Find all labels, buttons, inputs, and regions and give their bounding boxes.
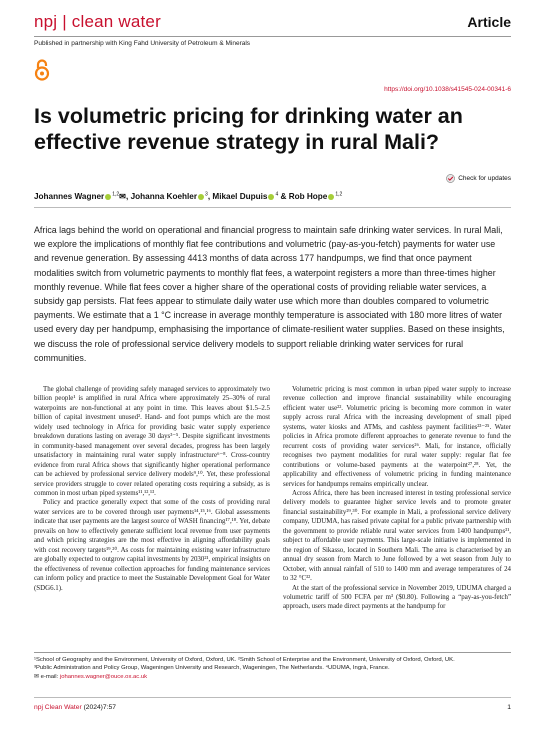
author-list: Johannes Wagner $^{1,2}$✉, Johanna Koehler $^3$, Mikael Dupuis $^4$ & Rob Hope $^{1,2}$ bbox=[34, 191, 343, 201]
page-number: 1 bbox=[507, 704, 511, 711]
journal-separator: | bbox=[62, 12, 67, 31]
footer-volume: (2024)7:57 bbox=[83, 704, 116, 711]
doi-link[interactable]: https://doi.org/10.1038/s41545-024-00341-6 bbox=[384, 86, 511, 93]
open-access-icon bbox=[34, 59, 50, 81]
author-name[interactable]: Mikael Dupuis bbox=[212, 192, 268, 201]
check-updates-icon bbox=[446, 174, 455, 183]
email-line bbox=[34, 673, 511, 681]
envelope-icon: ✉ bbox=[34, 673, 39, 680]
author-name[interactable]: Johanna Koehler bbox=[130, 192, 198, 201]
partnership-note: Published in partnership with King Fahd University of Petroleum & Minerals bbox=[34, 40, 251, 47]
orcid-icon[interactable] bbox=[105, 194, 111, 200]
check-for-updates-button[interactable] bbox=[446, 174, 511, 183]
author-affiliation: 1,2 bbox=[112, 191, 120, 198]
journal-name: clean water bbox=[71, 12, 161, 31]
article-type-label: Article bbox=[467, 14, 511, 30]
footer-journal: npj Clean Water bbox=[34, 704, 82, 711]
body-paragraph: At the start of the professional service in November 2019, UDUMA charged a volumetric tariff of 500 FCFA per m³ ($0.80). Following a “pay-as-you-fetch” approach, users made direct payments at the handpump for bbox=[283, 584, 511, 611]
author-name[interactable]: Johannes Wagner bbox=[34, 192, 105, 201]
orcid-icon[interactable] bbox=[268, 194, 274, 200]
orcid-icon[interactable] bbox=[328, 194, 334, 200]
author-name[interactable]: Rob Hope bbox=[288, 192, 328, 201]
body-paragraph: Across Africa, there has been increased interest in testing professional service delivery models to guarantee higher service levels and to promote greater financial sustainability²⁹,³⁰. For example in Mali, a professional service delivery company, UDUMA, has raised private capital for a public private partnership with the government to provide reliable rural water services from 1400 handpumps³¹, subject to affordable user payments. This large-scale initiative is implemented in the region of Sikasso, located in Southern Mali. The area is characterised by an annual dry season from March to June followed by a wet season from July to October, with annual rainfall of 510 to 1400 mm and average temperatures of 24 to 32 °C³². bbox=[283, 489, 511, 583]
author-affiliation: 1,2 bbox=[335, 191, 343, 198]
footer-divider bbox=[34, 697, 511, 698]
abstract: Africa lags behind the world on operational and financial progress to maintain safe drinking water services. In rural Mali, we explore the implications of monthly flat fee contributions and volumetric (pay-as-you-fetch) payments for water use and revenue generation. By assessing 4413 months of data across 177 handpumps, we find that once payment modalities switch from volumetric payments to monthly flat fees, a waterpoint registers a more than three-times higher monthly revenue. While flat fees cover a higher share of the operational costs of providing reliable water services, a subsidy gap persists. Flat fees appear to stimulate daily water use which more than doubles compared to volumetric payments. We estimate that a 1 °C increase in average monthly temperature is associated with 180 more litres of water used every day per handpump, emphasising the importance of climate-resilient water supplies. Based on these insights, we discuss the role of professional service delivery models to support reliable drinking water services for rural communities. bbox=[34, 225, 505, 363]
author-affiliation: 4 bbox=[275, 191, 279, 198]
footnote-divider bbox=[34, 652, 511, 653]
header-divider bbox=[34, 36, 511, 37]
journal-brand: npj bbox=[34, 12, 58, 31]
body-paragraph: Policy and practice generally expect that some of the costs of providing rural water services are to be covered through user payments¹⁴,¹⁵,¹⁶. Global assessments indicate that user payments are the largest source of WASH financing¹⁷,¹⁸. Yet, debate prevails on how to effectively generate sufficient local revenue from user payments and which pricing strategies are the most effective in aligning affordability goals with cost recovery targets¹⁹,²⁰. As costs for maintaining existing water infrastructure are globally expected to outgrow capital investments by 2030²¹, empirical insights on the effectiveness of revenue collection approaches for funding maintenance services can inform policy and practice to meet the Sustainable Development Goal for Water (SDG6.1). bbox=[34, 499, 271, 592]
affiliation-line: ³Public Administration and Policy Group, Wageningen University and Research, Wageningen, The Netherlands. ⁴UDUMA, Ingrà, France. bbox=[34, 665, 390, 672]
body-column-left bbox=[34, 385, 270, 593]
body-paragraph: Volumetric pricing is most common in urban piped water supply to increase revenue collection and improve financial sustainability while encouraging efficient water use²². Volumetric pricing is becoming more common in water supply across rural Africa with the increasing development of small piped systems, water kiosks and ATMs, and cashless payment facilities²³⁻²⁵. Water policies in Africa promote different approaches to generate revenue to fund the recurrent costs of providing water services²⁶. Mali, for instance, officially recognises two payment modalities for rural water supply: regular flat fee contributions or volume-based payments at the waterpoint²⁷,²⁸. Yet, the applicability and effectiveness of volumetric pricing in funding maintenance services for handpumps remains empirically unclear. bbox=[283, 386, 511, 488]
email-link[interactable]: johannes.wagner@ouce.ox.ac.uk bbox=[59, 673, 148, 680]
footer-citation bbox=[34, 704, 116, 711]
orcid-icon[interactable] bbox=[198, 194, 204, 200]
article-title: Is volumetric pricing for drinking water an effective revenue strategy in rural Mali? bbox=[34, 104, 463, 154]
affiliations bbox=[34, 656, 511, 681]
email-label: e-mail: bbox=[40, 673, 59, 680]
check-updates-label: Check for updates bbox=[458, 175, 511, 182]
author-affiliation: 3 bbox=[205, 191, 208, 198]
envelope-icon[interactable]: ✉ bbox=[119, 192, 127, 201]
body-paragraph: The global challenge of providing safely managed services to approximately two billion people¹ is amplified in rural Africa where approximately 25–30% of rural waterpoints are non-functional at any point in time. This leaves about $1.5–2.5 billion of capital investment unused². Hand- and foot pumps which are the most widely used technology in Africa for providing basic water supply experience breakdown durations lasting on average 30 days³⁻⁵. Despite significant investments in community-based management over several decades, progress has been largely unsatisfactory in maintaining rural water supply infrastructure⁶⁻⁸. Cross-country evidence from rural Africa shows that significantly higher operational performance can be achieved by professional service delivery models⁹,¹⁰. Yet, these professional service providers struggle to cover related operating costs requiring a subsidy, as is common in most urban piped systems¹¹,¹²,¹³. bbox=[34, 386, 270, 497]
affiliation-line: ¹School of Geography and the Environment, University of Oxford, Oxford, UK. ²Smith School of Enterprise and the Environment, University of Oxford, Oxford, UK. bbox=[34, 657, 455, 663]
authors-divider bbox=[34, 207, 511, 208]
journal-logo bbox=[34, 12, 161, 32]
body-column-right bbox=[283, 385, 511, 612]
